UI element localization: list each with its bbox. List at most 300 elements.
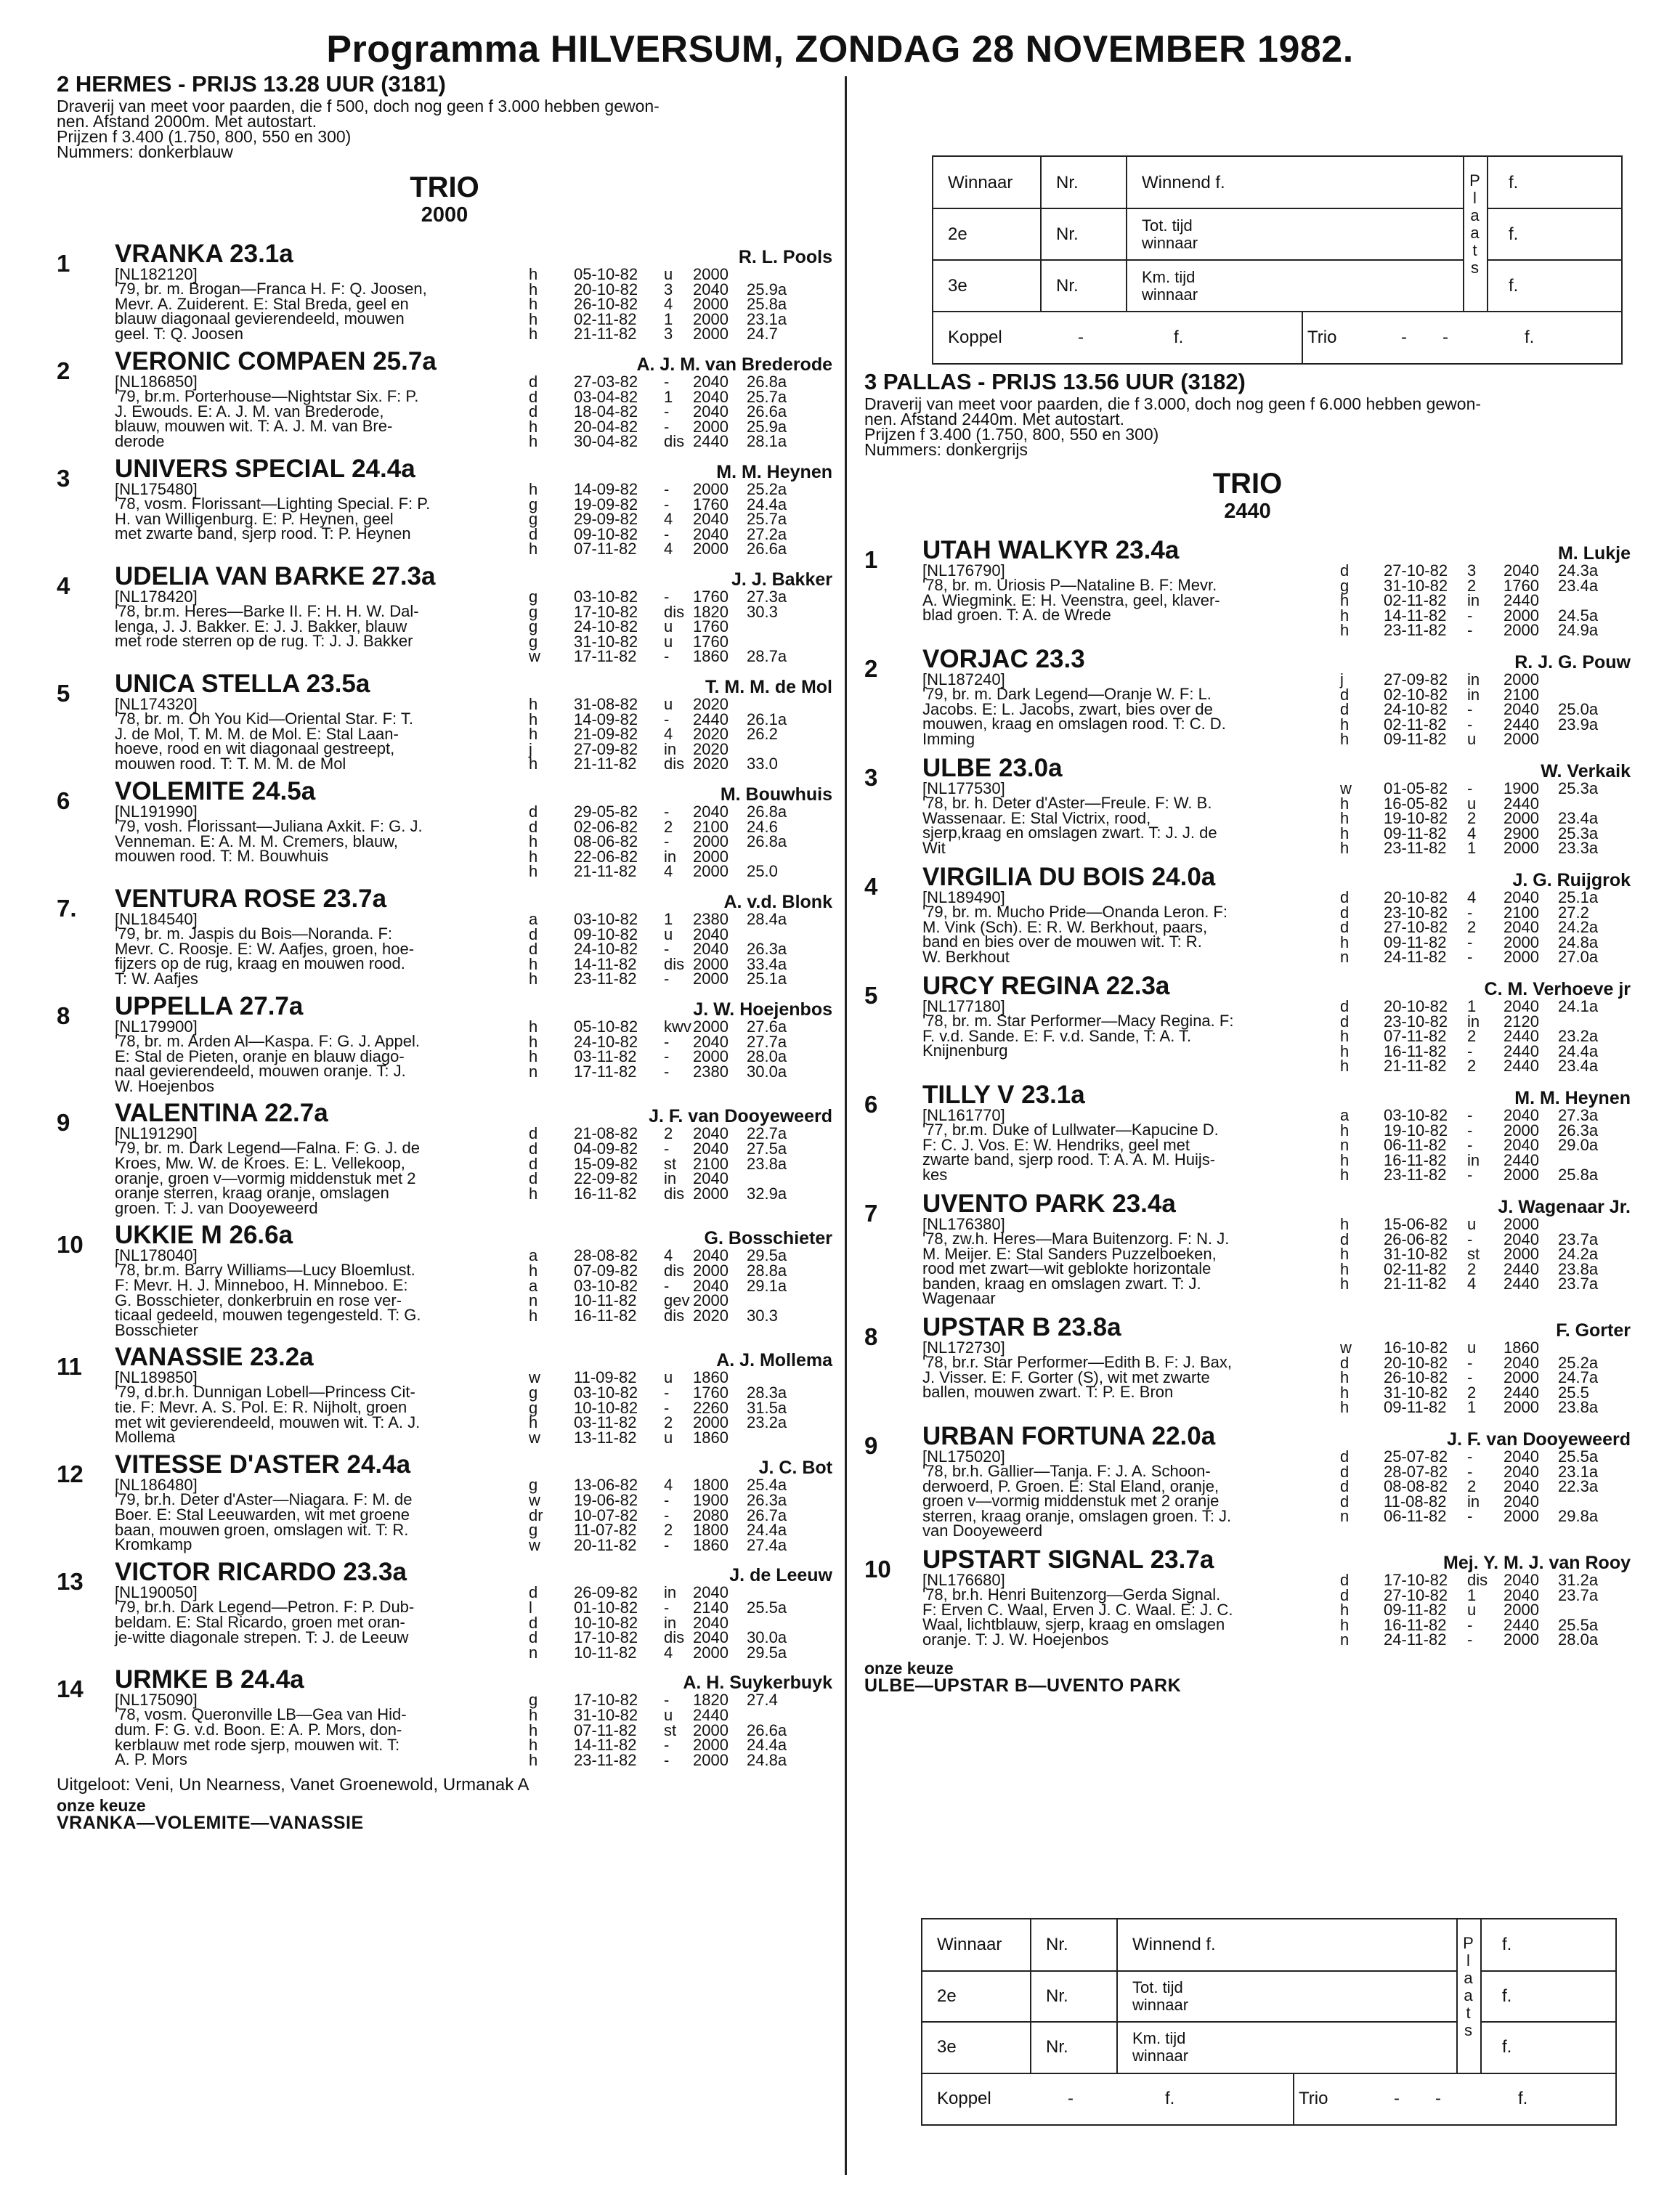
form-distance: 2000: [693, 1750, 729, 1769]
horse-name: UNIVERS SPECIAL 24.4a: [115, 455, 415, 483]
form-line: [57, 1643, 832, 1662]
form-time: 22.3a: [1558, 1477, 1599, 1496]
race-distance: 2440: [1224, 500, 1271, 523]
form-track: g: [529, 1521, 538, 1540]
form-date: 01-05-82: [1384, 779, 1448, 797]
form-time: 27.3a: [1558, 1106, 1599, 1124]
form-place: -: [1467, 1615, 1473, 1634]
form-time: 28.0a: [1558, 1630, 1599, 1649]
form-place: 3: [1467, 561, 1477, 580]
plaats-letter: a: [1470, 206, 1480, 224]
form-track: d: [529, 1124, 538, 1143]
form-place: 2: [1467, 1383, 1477, 1402]
form-date: 09-10-82: [574, 925, 638, 943]
form-time: 23.1a: [747, 309, 787, 328]
form-date: 01-10-82: [574, 1598, 638, 1617]
winnend-label: Winnend f.: [1142, 173, 1225, 192]
form-date: 31-10-82: [574, 1705, 638, 1724]
form-distance: 1820: [693, 1691, 729, 1710]
horse-description: '79, br. m. Brogan—Franca H. F: Q. Joosen, Mevr. A. Zuiderent. E: Stal Breda, geel en blauw diagonaal gevierendeeld, mouwen geel. T: Q. Joosen: [115, 280, 427, 343]
form-place: -: [1467, 932, 1473, 951]
form-line: [57, 972, 832, 987]
form-date: 11-07-82: [574, 1521, 637, 1540]
horse-trainer: M. M. Heynen: [716, 462, 832, 482]
form-place: 2: [664, 817, 673, 836]
form-date: 16-11-82: [1384, 1615, 1447, 1634]
form-date: 24-10-82: [1384, 700, 1448, 719]
form-place: 3: [664, 280, 673, 298]
horse-name: VALENTINA 22.7a: [115, 1099, 328, 1128]
form-track: d: [529, 524, 538, 543]
trio-label: Trio: [1307, 328, 1337, 347]
trio-label: Trio: [1299, 2089, 1328, 2108]
form-time: 24.8a: [747, 1750, 787, 1769]
form-distance: 2380: [693, 1062, 729, 1081]
horse-name: VOLEMITE 24.5a: [115, 777, 316, 805]
form-date: 08-08-82: [1384, 1477, 1448, 1496]
form-distance: 2040: [1504, 1571, 1539, 1589]
koppel-dash: -: [1068, 2089, 1074, 2108]
form-distance: 2040: [1504, 1136, 1539, 1155]
horse-trainer: J. F. van Dooyeweerd: [649, 1106, 832, 1127]
horse-form-lines: [864, 1217, 1631, 1292]
form-time: 25.5a: [1558, 1615, 1599, 1634]
form-distance: 2040: [693, 1032, 729, 1051]
form-time: 27.0a: [1558, 948, 1599, 967]
horse-code: [NL182120]: [115, 265, 198, 283]
form-track: d: [1340, 1353, 1350, 1372]
form-track: h: [1340, 824, 1350, 842]
horse-trainer: A. v.d. Blonk: [723, 892, 832, 912]
horse-number: 8: [57, 1002, 70, 1029]
form-track: h: [529, 1184, 538, 1203]
form-place: dis: [664, 602, 685, 621]
form-track: a: [529, 910, 538, 928]
form-track: h: [1340, 839, 1350, 858]
horse-entry: [57, 562, 832, 670]
form-date: 09-11-82: [1384, 932, 1447, 951]
form-track: h: [1340, 1057, 1350, 1076]
form-track: d: [1340, 700, 1350, 719]
form-date: 30-04-82: [574, 432, 638, 451]
form-place: -: [664, 1062, 670, 1081]
form-distance: 2040: [1504, 1106, 1539, 1124]
form-line: [864, 950, 1631, 965]
form-place: -: [664, 373, 670, 391]
form-date: 13-06-82: [574, 1476, 638, 1495]
form-track: d: [1340, 888, 1350, 906]
form-place: -: [1467, 1230, 1473, 1248]
form-track: h: [1340, 1121, 1350, 1139]
form-date: 20-04-82: [574, 417, 638, 436]
form-track: h: [529, 1705, 538, 1724]
form-place: -: [1467, 779, 1473, 797]
horse-description: '78, vosm. Queronville LB—Gea van Hid- dum. F: G. v.d. Boon. E: A. P. Mors, don- kerblauw met rode sjerp, mouwen wit. T: A. P. Mors: [115, 1705, 407, 1769]
form-time: 26.3a: [1558, 1121, 1599, 1139]
form-track: g: [529, 1691, 538, 1710]
trio-heading: TRIO: [1212, 468, 1283, 500]
form-place: in: [1467, 1012, 1480, 1031]
form-distance: 2140: [693, 1598, 729, 1617]
form-place: 2: [1467, 918, 1477, 937]
form-distance: 2000: [1504, 730, 1539, 749]
form-track: w: [1340, 1338, 1352, 1357]
form-time: 23.4a: [1558, 809, 1599, 828]
horse-trainer: J. G. Ruijgrok: [1512, 870, 1631, 890]
form-distance: 2000: [693, 1413, 729, 1432]
nr-label: Nr.: [1056, 173, 1079, 192]
form-place: -: [664, 940, 670, 959]
form-place: -: [1467, 948, 1473, 967]
horse-name: UTAH WALKYR 23.4a: [922, 536, 1180, 564]
plaats-letter: l: [1473, 189, 1477, 207]
form-date: 18-04-82: [574, 402, 638, 421]
form-place: 1: [1467, 997, 1477, 1015]
form-place: -: [664, 524, 670, 543]
column-divider: [845, 76, 847, 2175]
form-place: 2: [1467, 1027, 1477, 1046]
horse-form-lines: [57, 1693, 832, 1768]
horse-description: '78, br.r. Star Performer—Edith B. F: J. Bax, J. Visser. E: F. Gorter (S), wit met zwarte ballen, mouwen zwart. T: P. E. Bron: [922, 1353, 1233, 1402]
form-place: u: [1467, 730, 1477, 749]
third-label: 3e: [948, 276, 967, 296]
horse-description: '78, br. h. Deter d'Aster—Freule. F: W. B. Wassenaar. E: Stal Victrix, rood, sjerp,kraag en omslagen zwart. T: J. J. de Wit: [922, 794, 1217, 857]
form-distance: 2040: [1504, 918, 1539, 937]
horse-code: [NL176680]: [922, 1571, 1005, 1589]
form-time: 28.3a: [747, 1383, 787, 1402]
horse-code: [NL179900]: [115, 1017, 198, 1036]
grid-line: [933, 208, 1463, 209]
form-place: -: [664, 803, 670, 821]
horse-form-lines: [864, 561, 1631, 640]
form-place: in: [1467, 1150, 1480, 1169]
form-distance: 2440: [1504, 794, 1539, 813]
form-time: 25.3a: [1558, 824, 1599, 842]
plaats-letter: t: [1466, 2004, 1471, 2022]
race-title: 2 HERMES - PRIJS 13.28 UUR (3181): [57, 71, 446, 97]
form-track: h: [1340, 932, 1350, 951]
form-place: -: [1467, 1121, 1473, 1139]
form-time: 30.3: [747, 1306, 778, 1325]
horse-code: [NL175020]: [922, 1447, 1005, 1466]
form-date: 02-11-82: [1384, 715, 1447, 734]
form-place: dis: [664, 755, 685, 773]
form-place: -: [664, 588, 670, 606]
form-track: h: [529, 325, 538, 344]
horse-code: [NL191990]: [115, 803, 198, 821]
form-time: 23.1a: [1558, 1462, 1599, 1481]
form-line: [57, 1062, 832, 1081]
form-date: 14-11-82: [574, 1736, 637, 1755]
form-time: 28.8a: [747, 1261, 787, 1280]
horse-number: 8: [864, 1323, 878, 1350]
keuze-value: ULBE—UPSTAR B—UVENTO PARK: [864, 1675, 1182, 1696]
form-date: 17-10-82: [1384, 1571, 1448, 1589]
horse-code: [NL187240]: [922, 670, 1005, 688]
keuze-label: onze keuze: [864, 1659, 954, 1678]
tot-tijd-label: Tot. tijd winnaar: [1142, 216, 1198, 252]
trio-dash: -: [1394, 2089, 1400, 2108]
form-track: h: [529, 1736, 538, 1755]
form-place: 2: [664, 1521, 673, 1540]
form-distance: 2440: [1504, 715, 1539, 734]
form-date: 23-10-82: [1384, 903, 1448, 922]
form-track: n: [529, 1643, 538, 1662]
form-line: [864, 1509, 1631, 1524]
horse-number: 2: [57, 357, 70, 384]
form-place: dis: [664, 1628, 685, 1647]
form-distance: 2000: [693, 309, 729, 328]
grid-line: [1480, 1970, 1615, 1972]
horse-form-lines: [57, 267, 832, 342]
form-place: -: [664, 1398, 670, 1417]
form-date: 23-11-82: [574, 1750, 637, 1769]
form-time: 25.2a: [747, 480, 787, 498]
plaats-label: [1456, 1935, 1480, 2039]
form-track: h: [529, 725, 538, 744]
form-track: d: [529, 1169, 538, 1188]
form-track: h: [529, 1032, 538, 1051]
form-track: g: [529, 1383, 538, 1402]
form-track: h: [529, 265, 538, 283]
form-time: 26.6a: [747, 1720, 787, 1739]
form-place: st: [664, 1720, 677, 1739]
form-track: h: [529, 847, 538, 866]
horse-name: UKKIE M 26.6a: [115, 1221, 293, 1250]
form-distance: 2040: [1504, 1477, 1539, 1496]
horse-number: 6: [864, 1091, 878, 1118]
form-track: w: [1340, 779, 1352, 797]
form-place: -: [1467, 1507, 1473, 1526]
form-line: [864, 841, 1631, 856]
form-distance: 1760: [693, 588, 729, 606]
form-date: 02-06-82: [574, 817, 638, 836]
horse-number: 3: [57, 465, 70, 492]
form-date: 31-10-82: [1384, 576, 1448, 595]
form-distance: 2000: [1504, 621, 1539, 640]
form-date: 04-09-82: [574, 1139, 638, 1158]
horse-description: '79, br. m. Jaspis du Bois—Noranda. F: Mevr. C. Roosje. E: W. Aafjes, groen, hoe- fijzers op de rug, kraag en mouwen rood. T: W. Aafjes: [115, 925, 415, 988]
form-track: h: [529, 970, 538, 988]
form-place: -: [664, 1750, 670, 1769]
horse-form-lines: [57, 1126, 832, 1201]
form-distance: 2020: [693, 1306, 729, 1325]
form-time: 26.6a: [747, 540, 787, 558]
nr-label: Nr.: [1046, 1935, 1068, 1954]
form-place: 4: [664, 295, 673, 314]
form-track: g: [1340, 576, 1350, 595]
form-distance: 1760: [693, 495, 729, 513]
form-distance: 2040: [693, 1583, 729, 1602]
form-place: 4: [664, 510, 673, 529]
form-distance: 2000: [1504, 1166, 1539, 1185]
form-track: d: [529, 1583, 538, 1602]
race-distance: 2000: [421, 203, 468, 227]
horse-entry: [864, 972, 1631, 1081]
form-distance: 2000: [1504, 1121, 1539, 1139]
horse-trainer: J. F. van Dooyeweerd: [1447, 1429, 1631, 1450]
form-date: 21-11-82: [1384, 1057, 1447, 1076]
form-place: in: [664, 1583, 677, 1602]
form-distance: 2000: [1504, 1398, 1539, 1417]
bet-form-race-pallas[interactable]: [921, 1918, 1617, 2126]
form-track: h: [1340, 1027, 1350, 1046]
form-track: d: [1340, 685, 1350, 704]
form-track: g: [529, 588, 538, 606]
form-date: 26-10-82: [1384, 1368, 1448, 1387]
form-date: 10-07-82: [574, 1506, 638, 1524]
form-time: 24.7: [747, 325, 778, 344]
form-time: 26.7a: [747, 1506, 787, 1524]
form-place: -: [664, 970, 670, 988]
horse-form-lines: [57, 1478, 832, 1553]
form-place: -: [1467, 1368, 1473, 1387]
horse-code: [NL178420]: [115, 588, 198, 606]
horse-form-lines: [864, 670, 1631, 749]
form-time: 23.7a: [1558, 1275, 1599, 1293]
horse-code: [NL184540]: [115, 910, 198, 928]
horse-description: '78, br.m. Barry Williams—Lucy Bloemlust. F: Mevr. H. J. Minneboo, H. Minneboo. E: G. Bosschieter, donkerbruin en rose ver- ticaal gedeeld, mouwen tegengesteld. T: G. Bosschieter: [115, 1261, 421, 1339]
form-distance: 2020: [693, 755, 729, 773]
form-date: 29-09-82: [574, 510, 638, 529]
form-time: 24.6: [747, 817, 778, 836]
form-track: d: [1340, 1447, 1350, 1466]
horse-form-lines: [57, 375, 832, 450]
koppel-amount: f.: [1174, 328, 1184, 347]
form-date: 09-11-82: [1384, 824, 1447, 842]
form-time: 25.8a: [747, 295, 787, 314]
horse-description: '79, br.h. Deter d'Aster—Niagara. F: M. de Boer. E: Stal Leeuwarden, wit met groene baan, mouwen groen, omslagen wit. T: R. Kromkamp: [115, 1490, 413, 1554]
form-distance: 2020: [693, 695, 729, 713]
form-time: 30.0a: [747, 1628, 787, 1647]
horse-code: [NL175090]: [115, 1691, 198, 1710]
horse-name: VENTURA ROSE 23.7a: [115, 885, 387, 913]
grid-line: [1030, 1919, 1031, 2073]
form-track: h: [1340, 730, 1350, 749]
form-date: 07-11-82: [574, 1720, 637, 1739]
form-place: 1: [664, 910, 673, 928]
plaats-letter: t: [1472, 241, 1477, 259]
form-date: 27-03-82: [574, 373, 638, 391]
grid-line: [922, 2021, 1456, 2023]
form-time: 25.7a: [747, 510, 787, 529]
form-place: 2: [1467, 576, 1477, 595]
form-track: h: [529, 295, 538, 314]
horse-description: '78, br. m. Arden Al—Kaspa. F: G. J. Appel. E: Stal de Pieten, oranje en blauw diago- naal gevierendeeld, mouwen oranje. T: J. W. Hoejenbos: [115, 1032, 420, 1095]
form-time: 29.1a: [747, 1276, 787, 1295]
form-date: 03-11-82: [574, 1047, 637, 1066]
form-distance: 2440: [1504, 591, 1539, 610]
horse-trainer: J. W. Hoejenbos: [693, 999, 832, 1020]
plaats-letter: s: [1464, 2021, 1472, 2039]
form-date: 27-10-82: [1384, 1585, 1448, 1604]
nr-label: Nr.: [1056, 276, 1079, 296]
bet-form-race-hermes[interactable]: [932, 155, 1623, 365]
horse-trainer: M. Bouwhuis: [720, 784, 832, 805]
form-date: 21-11-82: [574, 325, 637, 344]
horse-number: 9: [57, 1109, 70, 1137]
form-distance: 2000: [693, 1720, 729, 1739]
form-distance: 2040: [693, 1613, 729, 1632]
form-date: 19-10-82: [1384, 809, 1448, 828]
form-distance: 2100: [1504, 685, 1539, 704]
horse-form-lines: [57, 482, 832, 557]
form-date: 26-06-82: [1384, 1230, 1448, 1248]
horse-description: '79, br.h. Dark Legend—Petron. F: P. Dub- beldam. E: Stal Ricardo, groen met oran- je-witte diagonale strepen. T: J. de Leeuw: [115, 1598, 415, 1646]
form-track: d: [1340, 1492, 1350, 1511]
form-track: n: [529, 1291, 538, 1310]
form-track: d: [529, 1613, 538, 1632]
horse-name: VRANKA 23.1a: [115, 240, 293, 268]
horse-code: [NL176380]: [922, 1215, 1005, 1233]
horse-description: '78, br.h. Gallier—Tanja. F: J. A. Schoon- derwoerd, P. Groen. E: Stal Eland, oranje, groen v—vormig middenstuk met 2 oranje sterren, kraag oranje, omslagen groen. T: J. van Dooyeweerd: [922, 1462, 1232, 1540]
form-date: 09-11-82: [1384, 1398, 1447, 1417]
form-time: 26.3a: [747, 1490, 787, 1509]
form-place: 2: [1467, 1477, 1477, 1496]
form-date: 21-08-82: [574, 1124, 638, 1143]
form-place: 4: [664, 725, 673, 744]
form-place: u: [1467, 1338, 1477, 1357]
koppel-amount: f.: [1165, 2089, 1175, 2108]
form-track: h: [1340, 591, 1350, 610]
form-place: u: [664, 1428, 673, 1447]
form-track: h: [1340, 1150, 1350, 1169]
horse-number: 5: [57, 680, 70, 707]
form-track: d: [529, 373, 538, 391]
form-track: g: [529, 495, 538, 513]
form-distance: 2440: [1504, 1615, 1539, 1634]
form-place: -: [664, 402, 670, 421]
form-distance: 2000: [693, 847, 729, 866]
form-place: -: [1467, 1166, 1473, 1185]
form-date: 22-09-82: [574, 1169, 638, 1188]
form-place: -: [664, 1535, 670, 1554]
form-time: 23.8a: [1558, 1398, 1599, 1417]
form-line: [57, 1750, 832, 1769]
form-place: in: [1467, 685, 1480, 704]
horse-name: URMKE B 24.4a: [115, 1665, 304, 1694]
form-time: 24.4a: [1558, 1041, 1599, 1060]
form-time: 29.0a: [1558, 1136, 1599, 1155]
horse-entry: [57, 1450, 832, 1558]
form-date: 23-11-82: [1384, 1166, 1447, 1185]
form-distance: 2040: [693, 524, 729, 543]
form-date: 20-10-82: [1384, 997, 1448, 1015]
form-distance: 2440: [1504, 1041, 1539, 1060]
form-date: 28-07-82: [1384, 1462, 1448, 1481]
form-distance: 2080: [693, 1506, 729, 1524]
form-date: 05-10-82: [574, 265, 638, 283]
form-date: 24-10-82: [574, 617, 638, 636]
form-date: 15-06-82: [1384, 1215, 1448, 1233]
form-place: -: [1467, 700, 1473, 719]
form-date: 03-10-82: [574, 1276, 638, 1295]
form-distance: 2000: [1504, 1507, 1539, 1526]
form-distance: 1760: [693, 1383, 729, 1402]
form-place: -: [664, 1032, 670, 1051]
form-distance: 2440: [693, 432, 729, 451]
horse-description: '79, d.br.h. Dunnigan Lobell—Princess Cit- tie. F: Mevr. A. S. Pol. E: R. Nijholt, groen met wit gevierendeeld, mouwen wit. T: A. J. Mollema: [115, 1383, 421, 1447]
horse-entry: [57, 1665, 832, 1773]
form-date: 17-11-82: [574, 1062, 637, 1081]
form-track: h: [1340, 1383, 1350, 1402]
form-track: h: [529, 695, 538, 713]
form-distance: 2440: [693, 1705, 729, 1724]
form-place: kwv: [664, 1017, 691, 1036]
form-time: 27.2: [1558, 903, 1589, 922]
koppel-label: Koppel: [937, 2089, 991, 2108]
form-distance: 2000: [1504, 948, 1539, 967]
